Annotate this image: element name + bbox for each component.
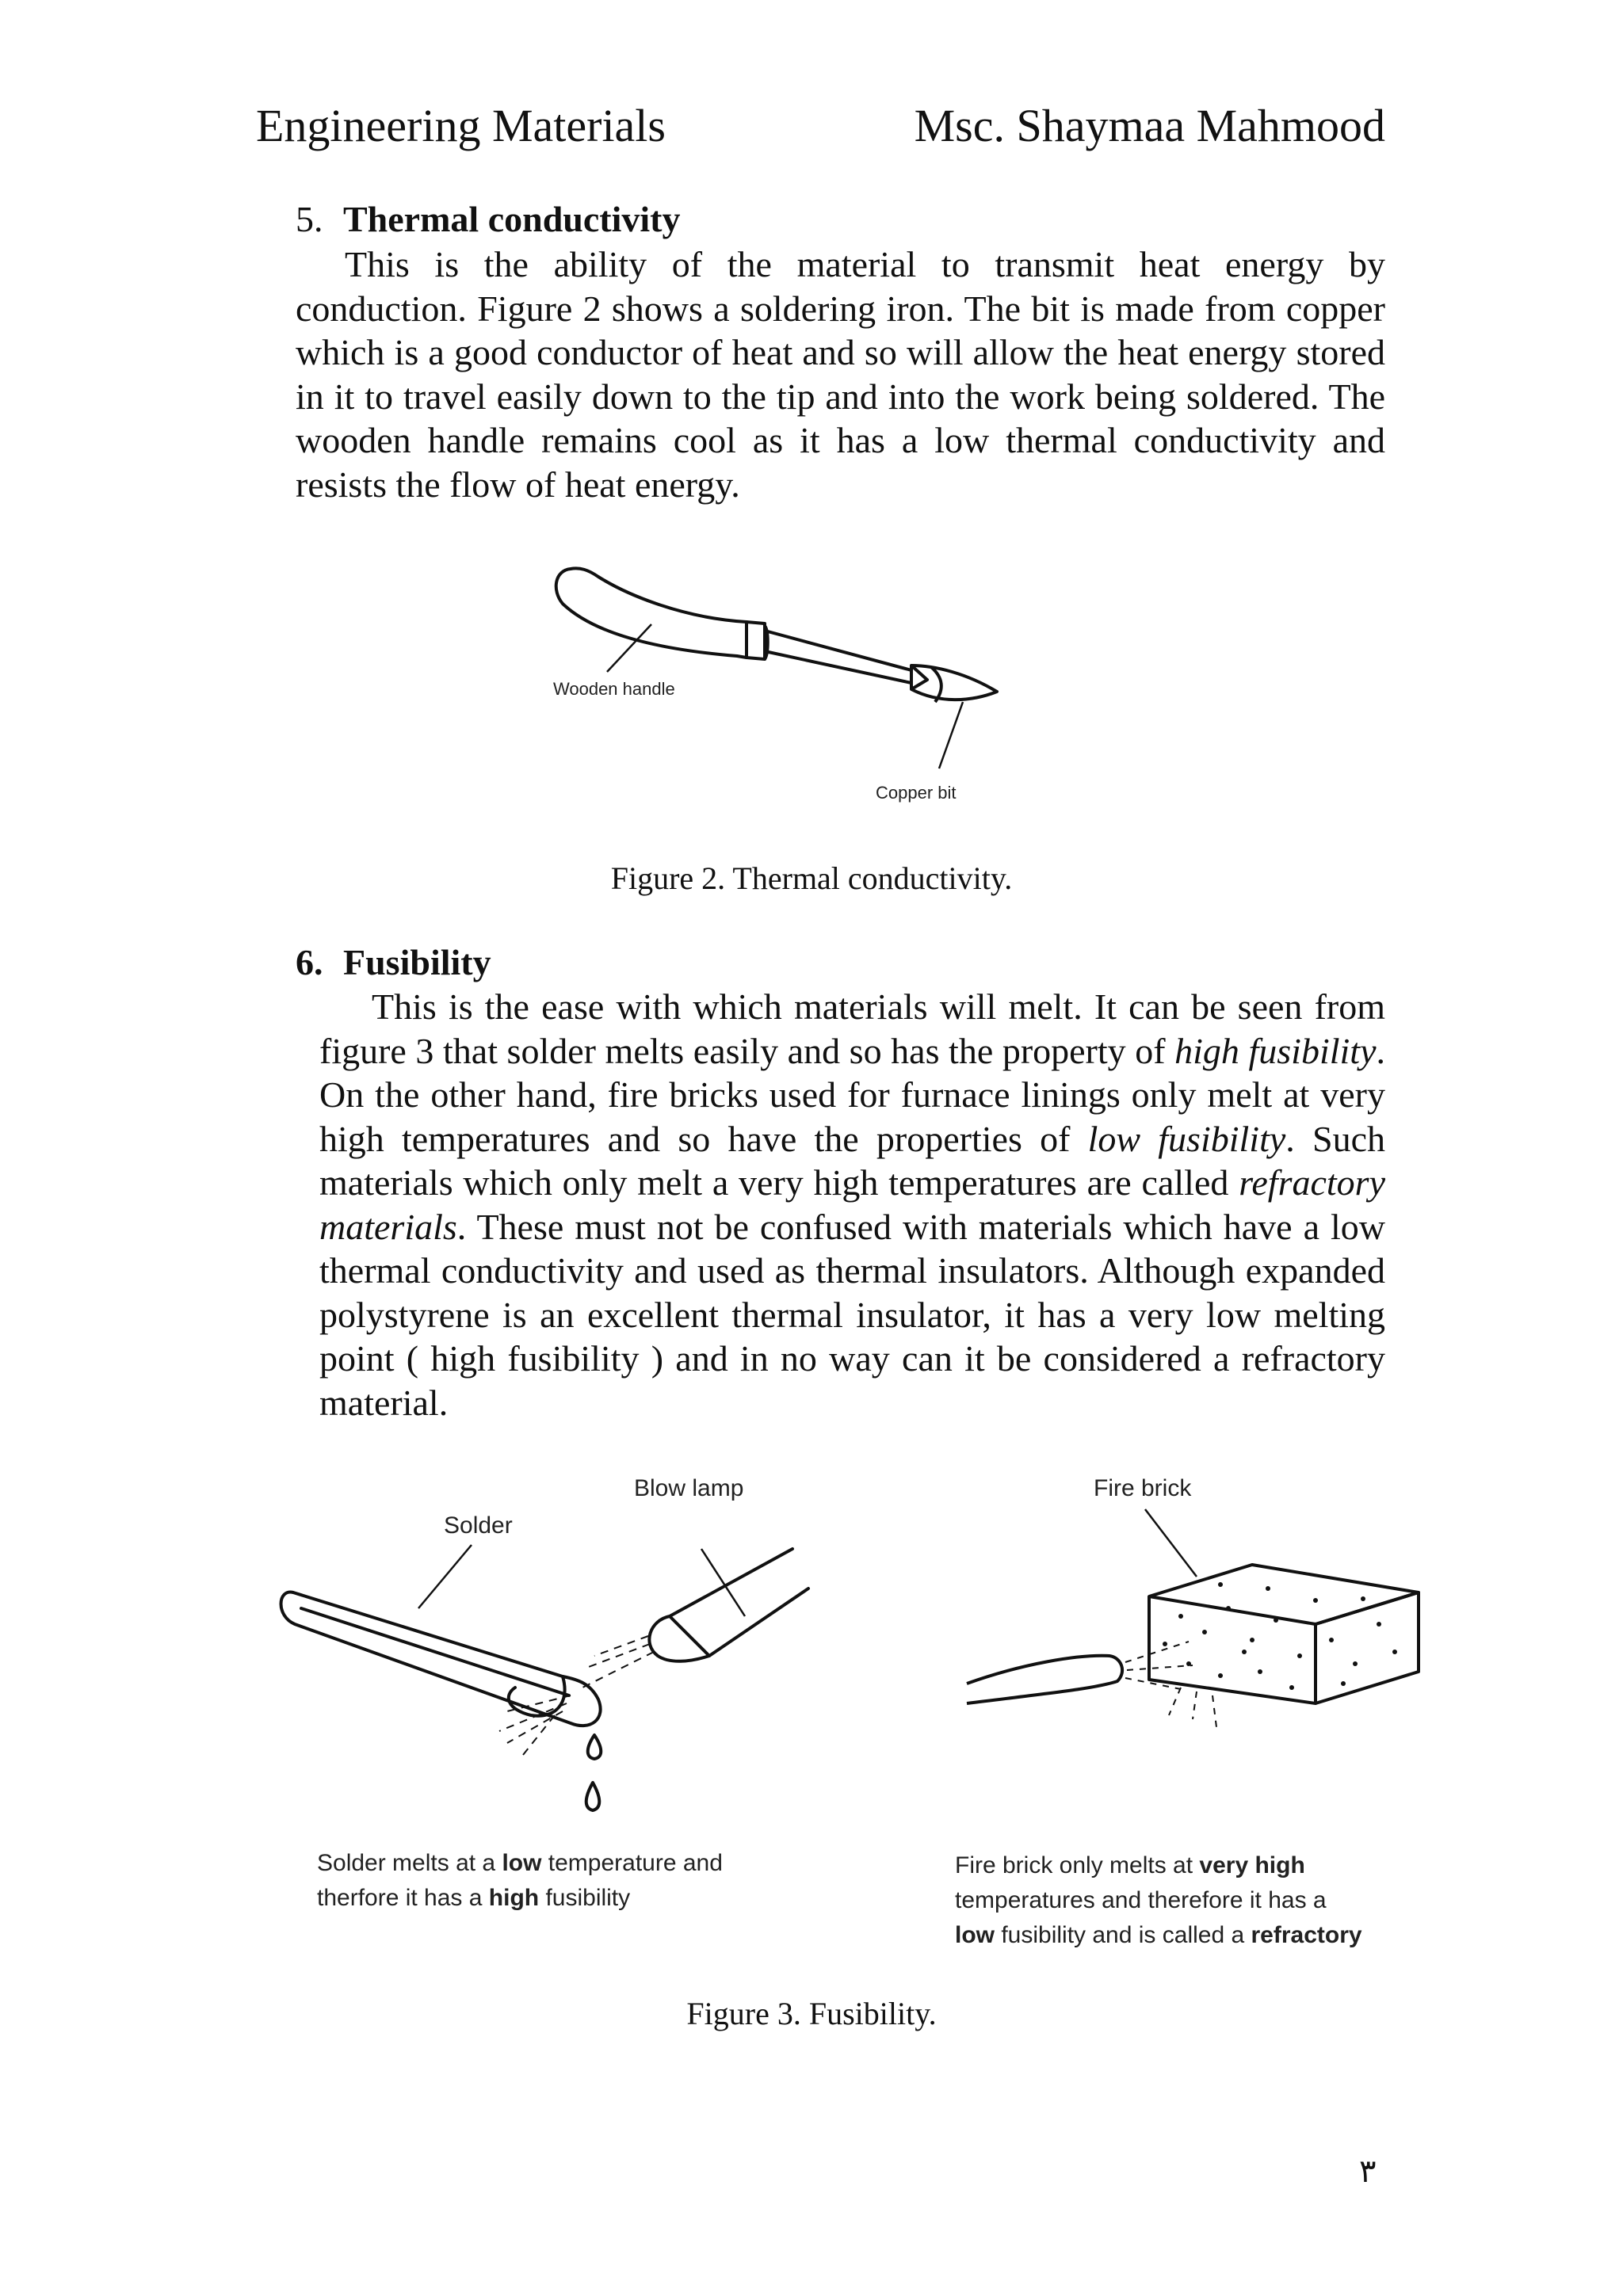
- section-6-number: 6.: [296, 942, 323, 982]
- figure-3-caption: Figure 3. Fusibility.: [686, 1996, 937, 2031]
- section-5-heading: [296, 198, 680, 240]
- fire-brick-description: Fire brick only melts at very high temperatures and therefore it has a low fusibility and is called a refractory: [955, 1852, 1362, 1948]
- solder-drop-1: [588, 1735, 601, 1759]
- blow-lamp-label: Blow lamp: [634, 1475, 744, 1501]
- section-5-paragraph: This is the ability of the material to transmit heat energy by conduction. Figure 2 shows a soldering iron. The bit is made from copper which is a good conductor of heat and so will allow the heat energy stored in it to travel easily down to the tip and into the work being soldered. The wooden handle remains cool as it has a low thermal conductivity and resists the flow of heat energy.: [296, 244, 1385, 505]
- blow-lamp-nozzle: [649, 1549, 808, 1661]
- soldering-iron-figure: [539, 547, 1014, 816]
- section-5-number: 5.: [296, 199, 323, 239]
- fire-brick-top: [1149, 1565, 1419, 1624]
- wooden-handle-label: Wooden handle: [553, 679, 675, 699]
- fire-brick-flame-lines: [1125, 1642, 1216, 1727]
- page-number: ٣: [1359, 2153, 1377, 2190]
- refractory-materials-term: refractory materials: [319, 1162, 1385, 1247]
- solder-drop-2: [586, 1783, 600, 1810]
- fire-brick-label: Fire brick: [1094, 1475, 1192, 1501]
- header-author: Msc. Shaymaa Mahmood: [914, 100, 1385, 151]
- wooden-handle-shape: [556, 568, 747, 658]
- solder-rod: [281, 1592, 601, 1726]
- section-6-paragraph: This is the ease with which materials will melt. It can be seen from figure 3 that solder melts easily and so has the property of high fusibility. On the other hand, fire bricks used for furnace linings only melt at very high temperatures and so have the properties of low fusibility. Such materials which only melt a very high temperatures are called refractory materials. These must not be confused with materials which have a low thermal conductivity and used as thermal insulators. Although expanded polystyrene is an excellent thermal insulator, it has a very low melting point ( high fusibility ) and in no way can it be considered a refractory material.: [319, 986, 1386, 1423]
- solder-description: Solder melts at a low temperature and therfore it has a high fusibility: [317, 1850, 723, 1911]
- high-fusibility-term: high fusibility: [1174, 1030, 1377, 1071]
- section-5-title: Thermal conductivity: [343, 199, 681, 239]
- figure-2-caption: Figure 2. Thermal conductivity.: [610, 860, 1013, 896]
- copper-bit-leader: [939, 702, 963, 769]
- copper-bit-label: Copper bit: [876, 783, 957, 803]
- fire-brick-side: [1316, 1592, 1419, 1703]
- blow-lamp-leader: [701, 1549, 745, 1616]
- solder-label: Solder: [444, 1512, 513, 1539]
- fire-brick-leader: [1145, 1509, 1197, 1577]
- section-6-title: Fusibility: [343, 942, 491, 982]
- ferrule-shape: [747, 622, 765, 659]
- fire-brick-lamp: [967, 1656, 1122, 1703]
- copper-bit-shaft: [765, 631, 911, 683]
- flame-lines: [499, 1636, 654, 1755]
- header-title: Engineering Materials: [256, 100, 666, 151]
- low-fusibility-term: low fusibility: [1087, 1118, 1286, 1159]
- fire-brick-speckles: [1163, 1582, 1397, 1690]
- solder-leader: [418, 1545, 472, 1608]
- section-6-heading: [296, 941, 491, 983]
